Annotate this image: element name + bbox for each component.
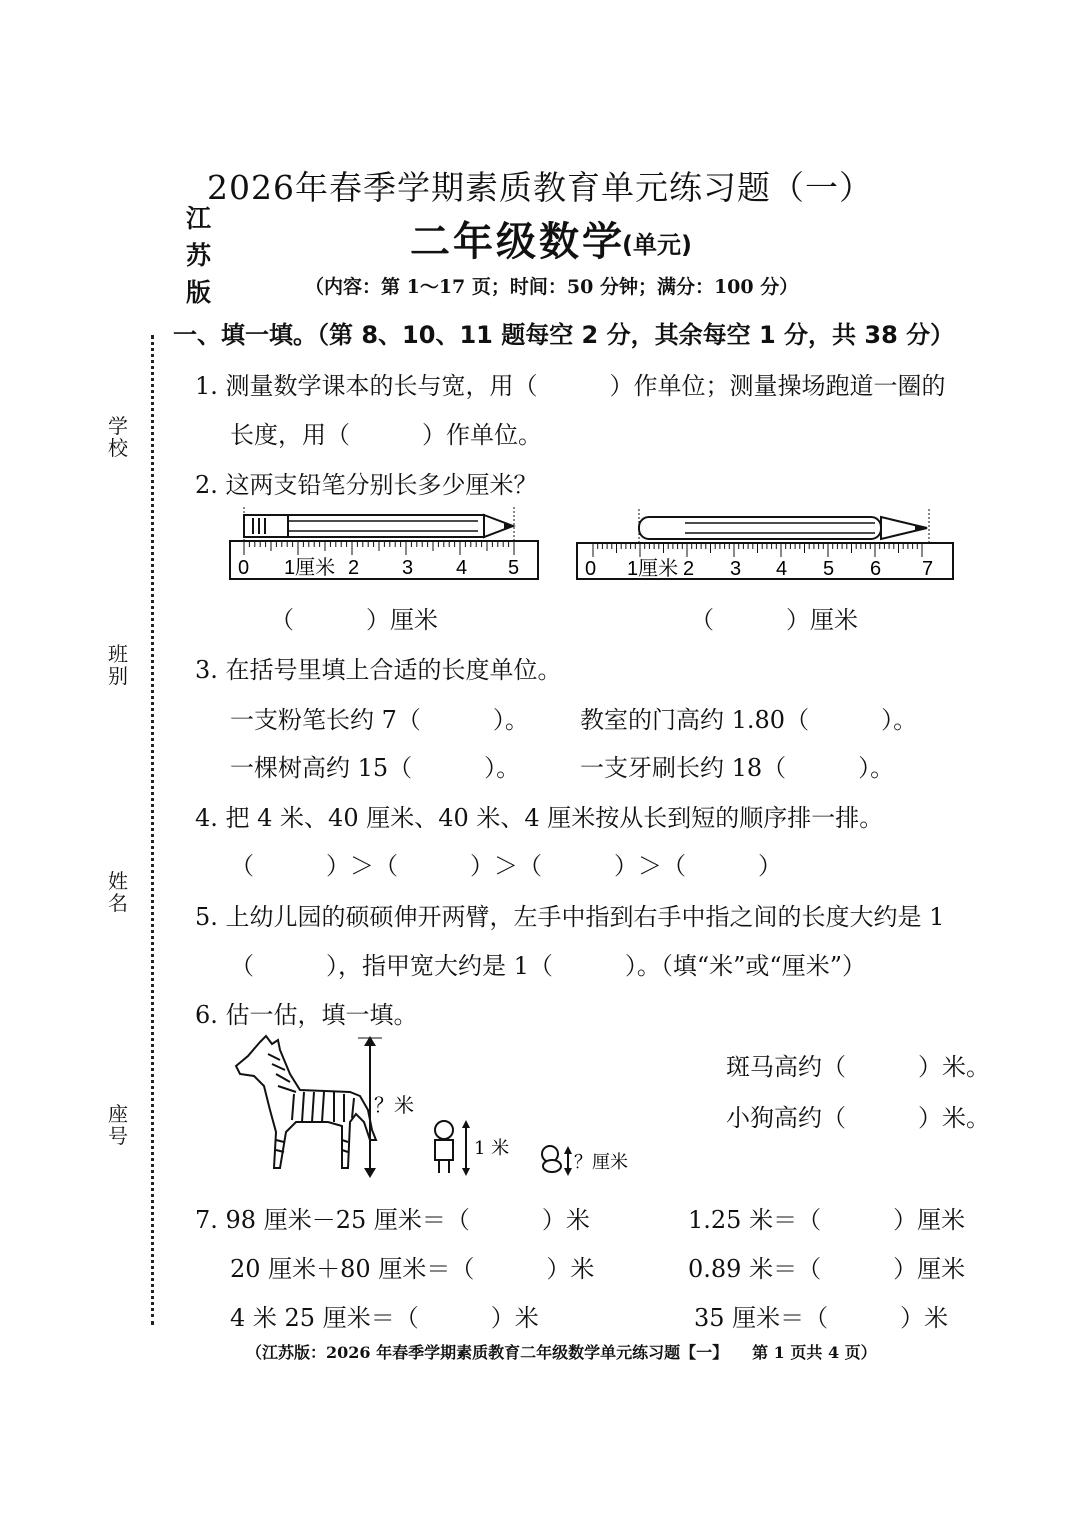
page-title: 2026年春季学期素质教育单元练习题（一）	[207, 168, 873, 207]
zebra-height-label: ？米	[374, 1093, 414, 1117]
q4-answer-line[interactable]: （ ）＞（ ）＞（ ）＞（ ）	[230, 852, 782, 880]
q7-item[interactable]: 0.89 米＝（ ）厘米	[688, 1255, 966, 1283]
ruler2-label: 2	[683, 558, 695, 580]
ruler1-label: 5	[508, 557, 520, 579]
child-icon	[435, 1121, 453, 1173]
ruler2-label: 6	[870, 558, 882, 580]
ruler-with-pencil-1	[228, 505, 543, 585]
ruler1-label: 1厘米	[284, 557, 336, 579]
ruler1-label: 0	[238, 557, 250, 579]
pencil-icon	[639, 517, 927, 539]
edition-char: 版	[186, 278, 212, 307]
q3-item[interactable]: 一支牙刷长约 18（ ）。	[580, 754, 895, 782]
q6-answer-zebra[interactable]: 斑马高约（ ）米。	[726, 1053, 990, 1081]
q1-line2: 长度，用（ ）作单位。	[230, 421, 542, 449]
ruler2-label: 1厘米	[627, 558, 679, 580]
binding-line	[151, 335, 154, 1325]
edition-char: 苏	[186, 241, 212, 270]
class-label: 班 别	[108, 642, 128, 688]
q6-figure	[230, 1030, 650, 1180]
ruler2-label: 3	[730, 558, 742, 580]
q5-line2[interactable]: （ ），指甲宽大约是 1（ ）。（填“米”或“厘米”）	[230, 952, 866, 980]
ruler1-label: 3	[402, 557, 414, 579]
subtitle-tag: (单元)	[622, 231, 692, 259]
pencil-icon	[244, 515, 513, 537]
q7-item[interactable]: 4 米 25 厘米＝（ ）米	[230, 1304, 539, 1332]
edition-char: 江	[186, 204, 212, 233]
ruler1-label: 2	[348, 557, 360, 579]
q2-text: 2. 这两支铅笔分别长多少厘米？	[195, 471, 538, 499]
ruler2-label: 4	[776, 558, 788, 580]
q2-answer-1[interactable]: （ ）厘米	[270, 606, 438, 634]
q3-text: 3. 在括号里填上合适的长度单位。	[195, 656, 562, 684]
child-height-label: 1 米	[474, 1138, 510, 1159]
ruler2-label: 0	[585, 558, 597, 580]
q1-line1: 1. 测量数学课本的长与宽，用（ ）作单位；测量操场跑道一圈的	[195, 372, 946, 400]
q3-item[interactable]: 一支粉笔长约 7（ ）。	[230, 706, 529, 734]
ruler1-label: 4	[456, 557, 468, 579]
q7-item[interactable]: 7. 98 厘米－25 厘米＝（ ）米	[195, 1206, 590, 1234]
q5-line1: 5. 上幼儿园的硕硕伸开两臂，左手中指到右手中指之间的长度大约是 1	[195, 903, 945, 931]
q6-text: 6. 估一估，填一填。	[195, 1001, 418, 1029]
q3-item[interactable]: 教室的门高约 1.80（ ）。	[580, 706, 918, 734]
exam-info: （内容：第 1～17 页；时间：50 分钟；满分：100 分）	[305, 276, 799, 298]
page-subtitle: 二年级数学	[410, 219, 625, 265]
q2-answer-2[interactable]: （ ）厘米	[690, 606, 858, 634]
ruler2-label: 7	[922, 558, 934, 580]
section-heading: 一、填一填。（第 8、10、11 题每空 2 分，其余每空 1 分，共 38 分）	[173, 321, 955, 349]
dog-height-label: ？厘米	[574, 1152, 628, 1173]
seat-label: 座 号	[108, 1102, 128, 1148]
dog-icon	[542, 1146, 561, 1172]
ruler-with-pencil-2	[575, 505, 955, 585]
ruler2-label: 5	[823, 558, 835, 580]
page-footer: （江苏版：2026 年春季学期素质教育二年级数学单元练习题【一】 第 1 页共 4 页）	[246, 1343, 877, 1362]
q3-item[interactable]: 一棵树高约 15（ ）。	[230, 754, 521, 782]
school-label: 学 校	[108, 414, 128, 460]
edition-label	[186, 200, 216, 311]
q4-text: 4. 把 4 米、40 厘米、40 米、4 厘米按从长到短的顺序排一排。	[195, 804, 884, 832]
q7-item[interactable]: 35 厘米＝（ ）米	[694, 1304, 949, 1332]
q7-item[interactable]: 1.25 米＝（ ）厘米	[688, 1206, 966, 1234]
zebra-icon	[236, 1036, 376, 1168]
name-label: 姓 名	[108, 869, 128, 915]
q7-item[interactable]: 20 厘米＋80 厘米＝（ ）米	[230, 1255, 595, 1283]
q6-answer-dog[interactable]: 小狗高约（ ）米。	[726, 1104, 990, 1132]
